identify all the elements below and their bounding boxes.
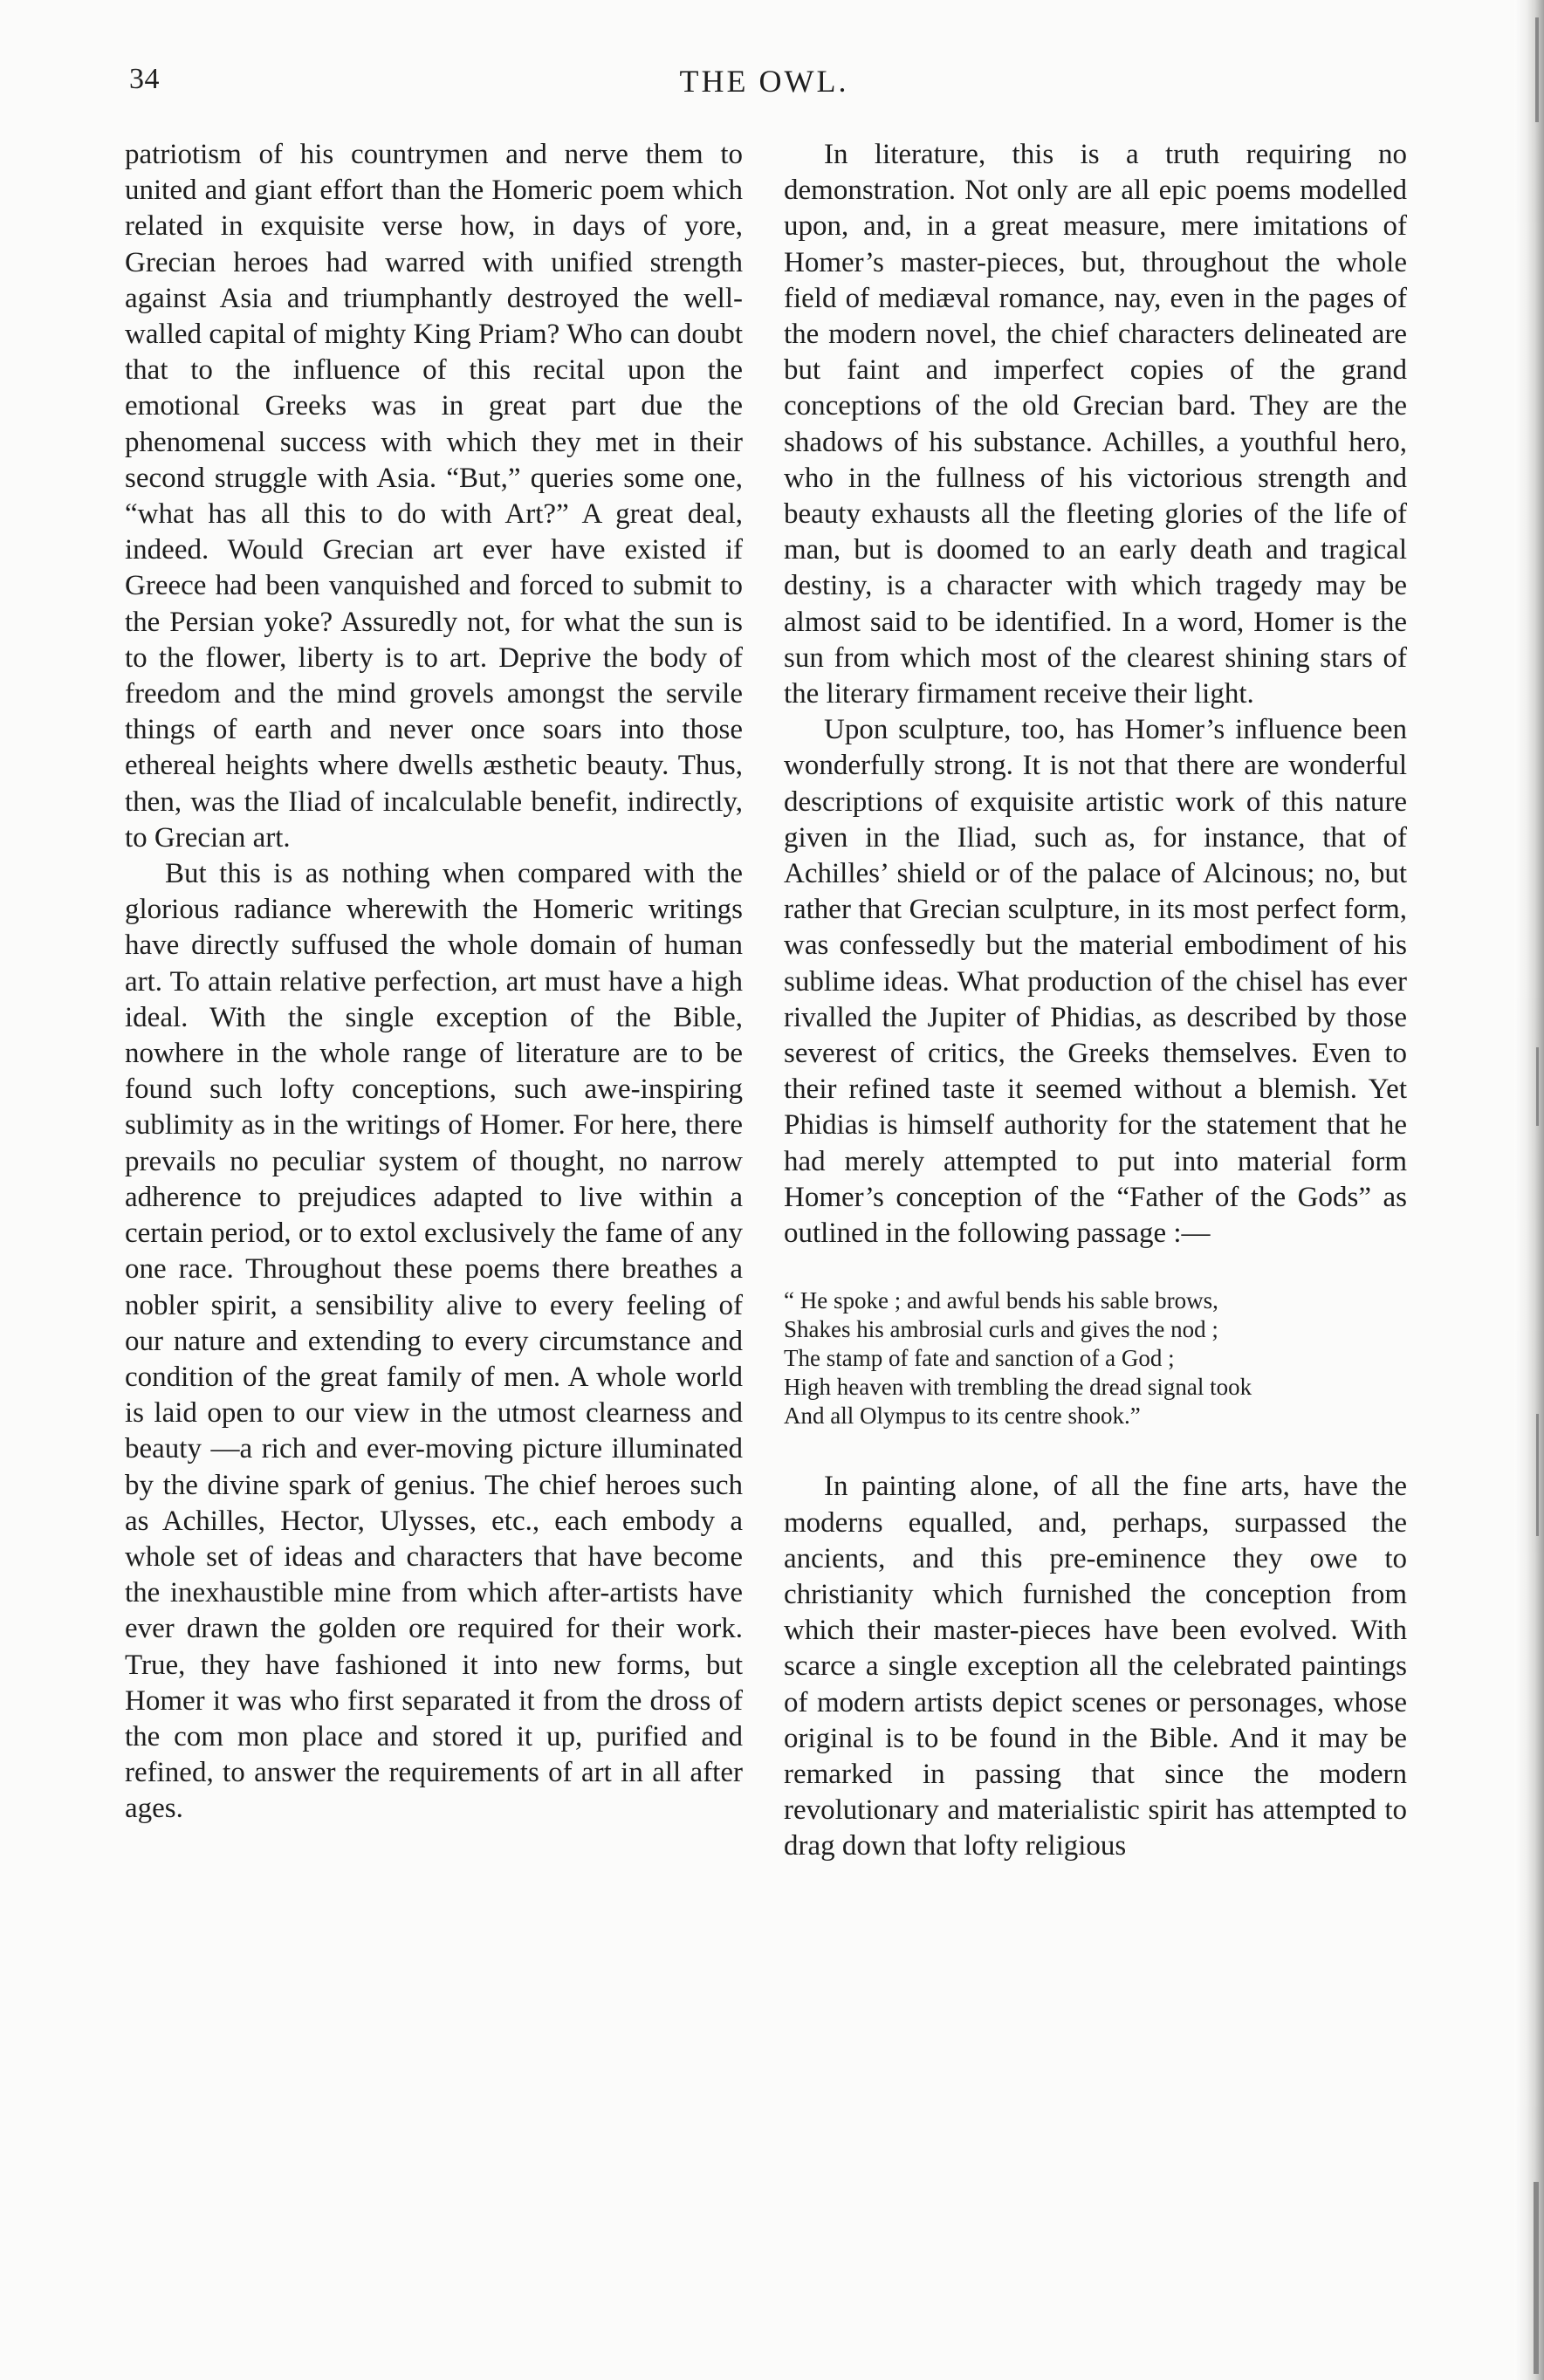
left-column — [125, 137, 743, 1828]
page-header — [129, 63, 1399, 115]
running-title: THE OWL. — [679, 64, 849, 99]
poem-line: “ He spoke ; and awful bends his sable brows, — [784, 1287, 1218, 1314]
poem-line: High heaven with trembling the dread signal took — [784, 1374, 1252, 1401]
right-paragraph-2: Upon sculpture, too, has Homer’s influence been wonderfully strong. It is not that there are wonderful descriptions of exquisite artistic work of this nature given in the Iliad, such as, for instance, that of Achilles’ shield or of the palace of Alcinous; no, but rather that Grecian sculpture, in its most perfect form, was confessedly but the material embodiment of his sublime ideas. What production of the chisel has ever rivalled the Jupiter of Phidias, as described by those severest of critics, the Greeks themselves. Even to their refined taste it seemed without a blemish. Yet Phidias is himself authority for the statement that he had merely attempted to put into material form Homer’s conception of the “Father of the Gods” as outlined in the following passage :— — [784, 714, 1407, 1250]
page-binding-edge — [1514, 0, 1544, 2380]
left-paragraph-2: But this is as nothing when compared with the glorious radiance wherewith the Homeric writings have directly suffused the whole domain of human art. To attain relative perfection, art must have a high ideal. With the single exception of the Bible, nowhere in the whole range of literature are to be found such lofty conceptions, such awe-inspiring sublimity as in the writings of Homer. For here, there prevails no peculiar system of thought, no narrow adherence to prejudices adapted to live within a certain period, or to extol exclusively the fame of any one race. Throughout these poems there breathes a nobler spirit, a sensibility alive to every feeling of our nature and extending to every circumstance and condition of the great family of men. A whole world is laid open to our view in the utmost clearness and beauty —a rich and ever-moving picture illuminated by the divine spark of genius. The chief heroes such as Achilles, Hector, Ulysses, etc., each embody a whole set of ideas and characters that have become the inexhaustible mine from which after-artists have ever drawn the golden ore required for their work. True, they have fashioned it into new forms, but Homer it was who first separated it from the dross of the com mon place and stored it up, purified and refined, to answer the requirements of art in all after ages. — [125, 858, 743, 1825]
poem-line: Shakes his ambrosial curls and gives the nod ; — [784, 1316, 1218, 1343]
poem-line: And all Olympus to its centre shook.” — [784, 1403, 1141, 1430]
poem-quotation — [784, 1286, 1407, 1430]
page-number: 34 — [129, 63, 160, 95]
poem-line: The stamp of fate and sanction of a God ; — [784, 1345, 1175, 1372]
right-paragraph-3: In painting alone, of all the fine arts, have the moderns equalled, and, perhaps, surpassed the ancients, and this pre-eminence they owe to christianity which furnished the conception from which their master-pieces have been evolved. With scarce a single exception all the celebrated paintings of modern artists depict scenes or personages, whose original is to be found in the Bible. And it may be remarked in passing that since the modern revolutionary and materialistic spirit has attempted to drag down that lofty religious — [784, 1471, 1407, 1862]
edge-shadow-mark — [1535, 17, 1539, 122]
edge-shadow-mark — [1536, 1414, 1539, 1536]
right-column — [784, 137, 1407, 1865]
right-paragraph-1: In literature, this is a truth requiring no demonstration. Not only are all epic poems modelled upon, and, in a great measure, mere imitations of Homer’s master-pieces, but, throughout the whole field of mediæval romance, nay, even in the pages of the modern novel, the chief characters delineated are but faint and imperfect copies of the grand conceptions of the old Grecian bard. They are the shadows of his substance. Achilles, a youthful hero, who in the fullness of his victorious strength and beauty exhausts all the fleeting glories of the life of man, but is doomed to an early death and tragical destiny, is a character with which tragedy may be almost said to be identified. In a word, Homer is the sun from which most of the clearest shining stars of the literary firmament receive their light. — [784, 139, 1407, 710]
left-paragraph-1: patriotism of his countrymen and nerve them to united and giant effort than the Homeric poem which related in exquisite verse how, in days of yore, Grecian heroes had warred with unified strength against Asia and triumphantly destroyed the well-walled capital of mighty King Priam? Who can doubt that to the influence of this recital upon the emotional Greeks was in great part due the phenomenal success with which they met in their second struggle with Asia. “But,” queries some one, “what has all this to do with Art?” A great deal, indeed. Would Grecian art ever have existed if Greece had been vanquished and forced to submit to the Persian yoke? Assuredly not, for what the sun is to the flower, liberty is to art. Deprive the body of freedom and the mind grovels amongst the servile things of earth and never once soars into those ethereal heights where dwells æsthetic beauty. Thus, then, was the Iliad of incalculable benefit, indirectly, to Grecian art. — [125, 139, 743, 854]
edge-shadow-mark — [1534, 2182, 1539, 2374]
edge-shadow-mark — [1536, 1047, 1539, 1126]
